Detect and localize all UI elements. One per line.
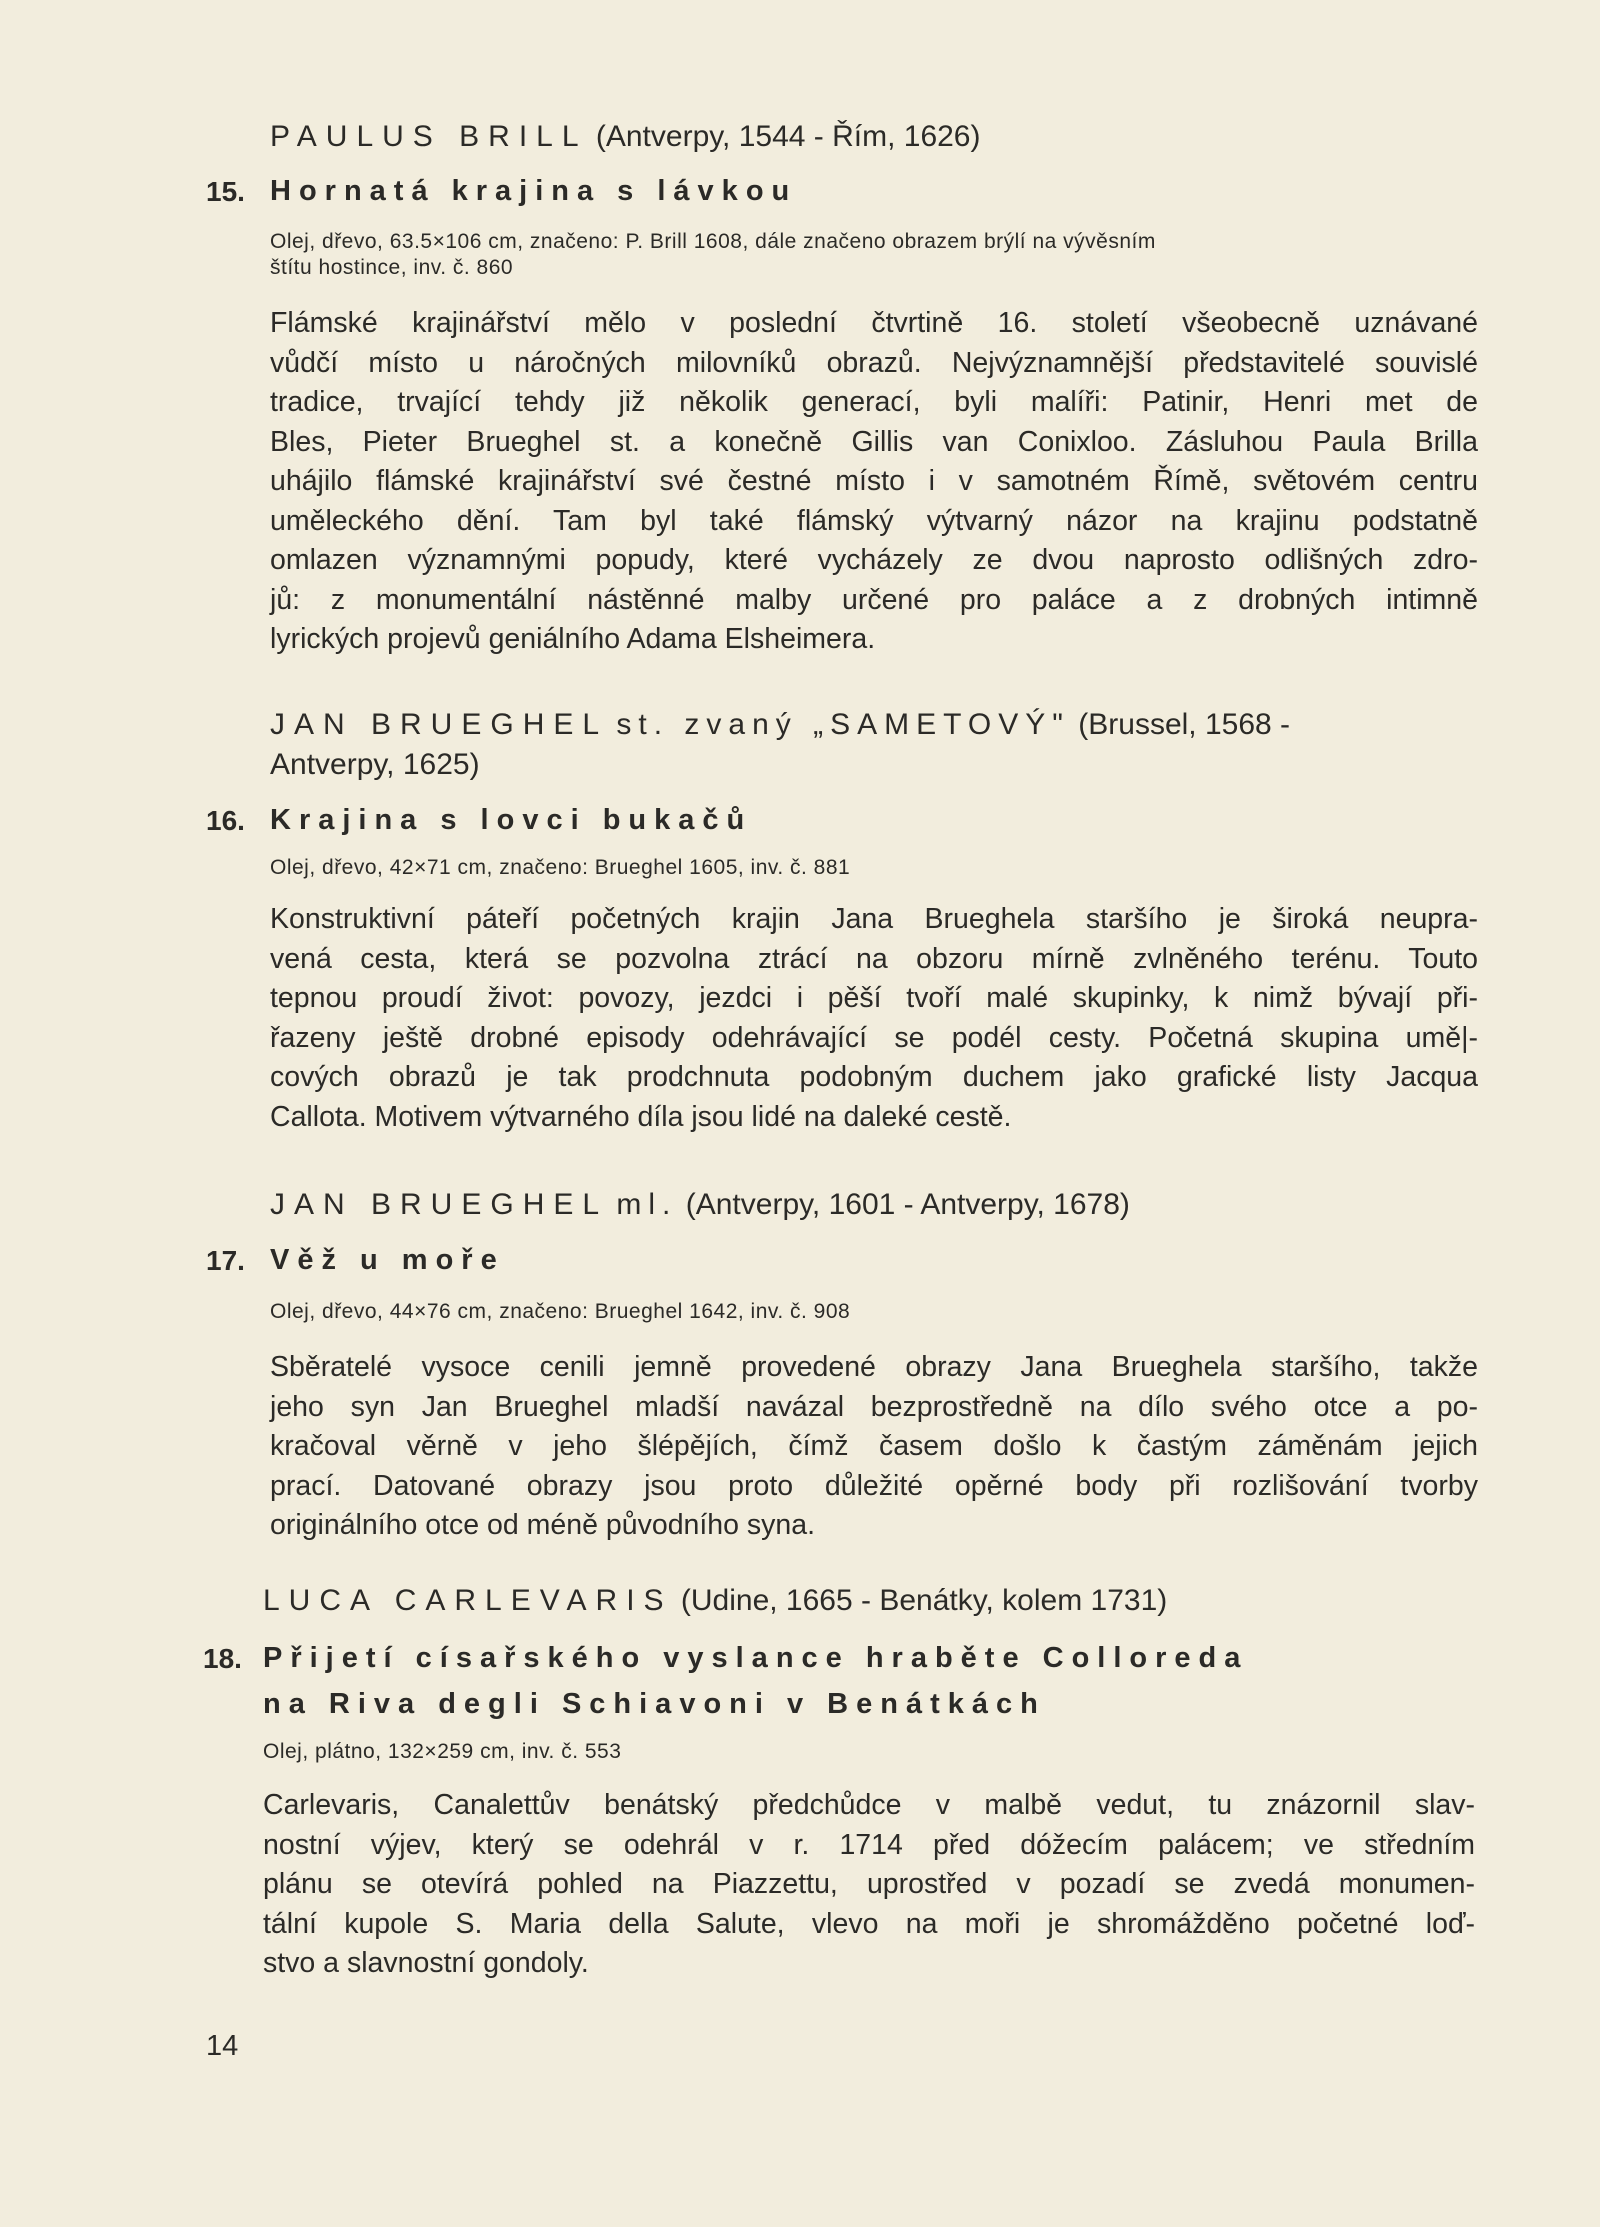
artist-life-dates-cont: Antverpy, 1625): [270, 748, 480, 781]
artist-heading-jan-brueghel-st: [270, 708, 1290, 742]
artist-heading-jan-brueghel-ml: [270, 1188, 1130, 1222]
artist-name: JAN BRUEGHEL: [270, 708, 609, 741]
catalog-number: 15.: [206, 176, 245, 207]
text-line: Flámské krajinářství mělo v poslední čtvrtině 16. století všeobecně uznávané: [270, 307, 1478, 339]
artwork-title: Přijetí císařského vyslance hraběte Colloreda: [263, 1642, 1249, 1674]
text-line: Konstruktivní páteří početných krajin Jana Brueghela staršího je široká neupra-: [270, 903, 1478, 935]
text-line: originálního otce od méně původního syna.: [270, 1509, 816, 1541]
artwork-meta: Olej, dřevo, 44×76 cm, značeno: Brueghel 1642, inv. č. 908: [270, 1300, 851, 1323]
text-line: Sběratelé vysoce cenili jemně provedené obrazy Jana Brueghela staršího, takže: [270, 1351, 1478, 1383]
text-line: Bles, Pieter Brueghel st. a konečně Gillis van Conixloo. Zásluhou Paula Brilla: [270, 425, 1478, 458]
text-line: jeho syn Jan Brueghel mladší navázal bezprostředně na dílo svého otce a po-: [270, 1390, 1478, 1423]
text-line: stvo a slavnostní gondoly.: [263, 1947, 589, 1979]
artist-epithet: ml.: [616, 1188, 678, 1221]
artist-name: JAN BRUEGHEL: [270, 1188, 609, 1221]
artwork-title-cont: na Riva degli Schiavoni v Benátkách: [263, 1688, 1046, 1720]
text-line: jů: z monumentální nástěnné malby určené pro paláce a z drobných intimně: [270, 583, 1478, 616]
catalog-number: 16.: [206, 805, 245, 836]
text-line: vená cesta, která se pozvolna ztrácí na obzoru mírně zvlněného terénu. Touto: [270, 942, 1478, 975]
text-line: plánu se otevírá pohled na Piazzettu, uprostřed v pozadí se zvedá monumen-: [263, 1868, 1475, 1900]
artist-life-dates: (Udine, 1665 - Benátky, kolem 1731): [680, 1584, 1168, 1617]
catalog-number: 18.: [203, 1643, 242, 1674]
text-line: tální kupole S. Maria della Salute, vlevo na moři je shromážděno početné loď-: [263, 1907, 1475, 1940]
artist-life-dates: (Antverpy, 1601 - Antverpy, 1678): [685, 1188, 1130, 1221]
artwork-meta: Olej, dřevo, 63.5×106 cm, značeno: P. Brill 1608, dále značeno obrazem brýlí na vývěsním: [270, 230, 1156, 253]
text-line: kračoval věrně v jeho šlépějích, čímž časem došlo k častým záměnám jejich: [270, 1430, 1478, 1462]
description-paragraph: [270, 900, 1478, 1137]
description-paragraph: [270, 1348, 1478, 1546]
artwork-title: Hornatá krajina s lávkou: [270, 175, 798, 207]
text-line: Carlevaris, Canalettův benátský předchůdce v malbě vedut, tu znázornil slav-: [263, 1789, 1475, 1821]
artist-heading-paulus-brill: [270, 120, 980, 154]
text-line: cových obrazů je tak prodchnuta podobným duchem jako grafické listy Jacqua: [270, 1061, 1478, 1093]
artwork-meta: Olej, dřevo, 42×71 cm, značeno: Brueghel 1605, inv. č. 881: [270, 856, 851, 879]
artwork-meta: štítu hostince, inv. č. 860: [270, 256, 514, 279]
text-line: nostní výjev, který se odehrál v r. 1714 před dóžecím palácem; ve středním: [263, 1828, 1475, 1861]
artist-heading-luca-carlevaris: [263, 1584, 1167, 1618]
artwork-meta: Olej, plátno, 132×259 cm, inv. č. 553: [263, 1740, 622, 1763]
text-line: Callota. Motivem výtvarného díla jsou lidé na daleké cestě.: [270, 1100, 1012, 1133]
text-line: tradice, trvající tehdy již několik generací, byli malíři: Patinir, Henri met de: [270, 386, 1478, 418]
artist-name: LUCA CARLEVARIS: [263, 1584, 673, 1617]
page-number: 14: [206, 2030, 239, 2062]
text-line: řazeny ještě drobné episody odehrávající se podél cesty. Početná skupina umě|-: [270, 1021, 1478, 1054]
text-line: omlazen významnými popudy, které vycházely ze dvou naprosto odlišných zdro-: [270, 544, 1478, 576]
text-line: prací. Datované obrazy jsou proto důležité opěrné body při rozlišování tvorby: [270, 1469, 1478, 1502]
artist-name: PAULUS BRILL: [270, 120, 588, 153]
text-line: uměleckého dění. Tam byl také flámský výtvarný názor na krajinu podstatně: [270, 504, 1478, 537]
description-paragraph: [270, 304, 1478, 660]
description-paragraph: [263, 1786, 1475, 1984]
text-line: tepnou proudí život: povozy, jezdci i pěší tvoří malé skupinky, k nimž bývají při-: [270, 982, 1478, 1014]
artwork-title: Krajina s lovci bukačů: [270, 804, 753, 836]
artist-epithet: st. zvaný „SAMETOVÝ": [616, 708, 1070, 741]
text-line: uhájilo flámské krajinářství své čestné místo i v samotném Římě, světovém centru: [270, 465, 1478, 497]
artwork-title: Věž u moře: [270, 1244, 505, 1276]
text-line: lyrických projevů geniálního Adama Elsheimera.: [270, 623, 876, 655]
artist-life-dates: (Antverpy, 1544 - Řím, 1626): [595, 120, 981, 153]
text-line: vůdčí místo u náročných milovníků obrazů. Nejvýznamnější představitelé souvislé: [270, 346, 1478, 379]
catalog-number: 17.: [206, 1245, 245, 1276]
artist-life-dates: (Brussel, 1568 -: [1078, 708, 1291, 741]
